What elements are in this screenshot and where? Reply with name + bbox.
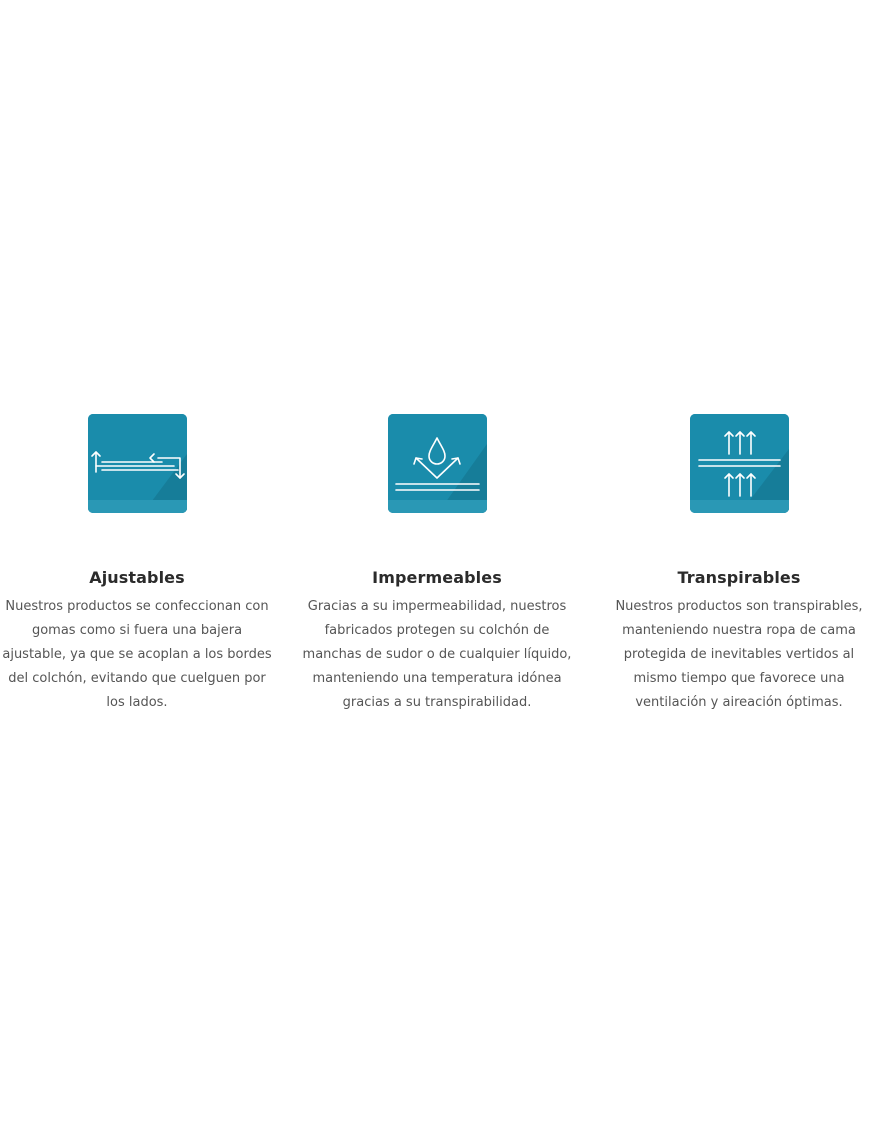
feature-description — [0, 595, 282, 715]
description-line: fabricados protegen su colchón de — [324, 623, 550, 638]
description-line: gracias a su transpirabilidad. — [342, 695, 532, 710]
description-line: manteniendo una temperatura idónea — [312, 671, 562, 686]
feature-description — [292, 595, 582, 715]
description-line: mismo tiempo que favorece una — [633, 671, 845, 686]
water-drop-icon — [388, 414, 487, 513]
description-line: gomas como si fuera una bajera — [31, 623, 243, 638]
description-line: ventilación y aireación óptimas. — [635, 695, 843, 710]
description-line: manchas de sudor o de cualquier líquido, — [302, 647, 572, 662]
description-line: del colchón, evitando que cuelguen por — [8, 671, 266, 686]
feature-transpirables — [594, 414, 870, 715]
description-line: Nuestros productos son transpirables, — [615, 599, 863, 614]
feature-title: Impermeables — [372, 568, 502, 587]
feature-impermeables — [292, 414, 582, 715]
description-line: manteniendo nuestra ropa de cama — [622, 623, 856, 638]
feature-ajustables — [0, 414, 282, 715]
feature-title: Ajustables — [89, 568, 185, 587]
description-line: Nuestros productos se confeccionan con — [5, 599, 269, 614]
double-arrows-icon — [88, 414, 187, 513]
feature-description — [594, 595, 870, 715]
feature-title: Transpirables — [677, 568, 801, 587]
description-line: los lados. — [106, 695, 168, 710]
breathable-arrows-icon — [690, 414, 789, 513]
description-line: protegida de inevitables vertidos al — [623, 647, 855, 662]
description-line: Gracias a su impermeabilidad, nuestros — [307, 599, 567, 614]
description-line: ajustable, ya que se acoplan a los bordes — [2, 647, 272, 662]
